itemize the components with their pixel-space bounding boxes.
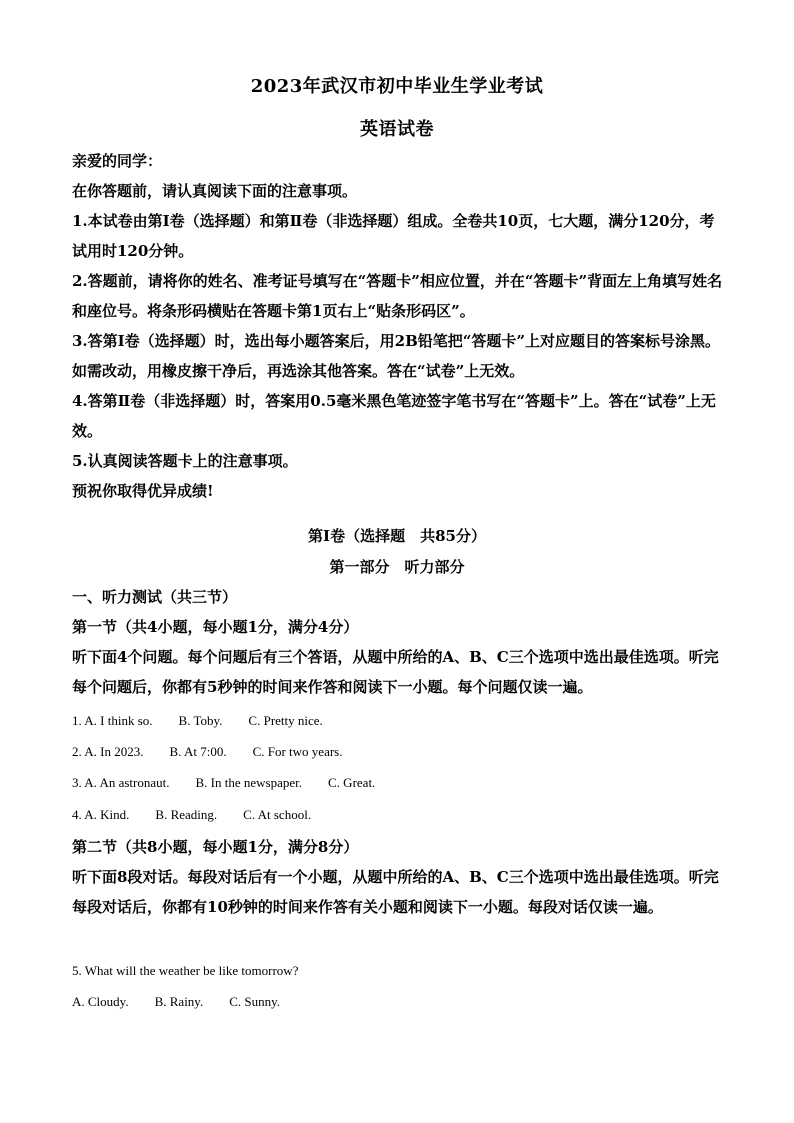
notice-item-5: 5.认真阅读答题卡上的注意事项。 — [72, 452, 298, 470]
notice-item-4: 4.答第Ⅱ卷（非选择题）时，答案用0.5毫米黑色笔迹签字笔书写在“答题卡”上。答在“试卷”上无效。 — [72, 392, 716, 440]
option-a: A. Cloudy. — [72, 994, 129, 1009]
option-a: 4. A. Kind. — [72, 807, 130, 822]
option-a: 1. A. I think so. — [72, 713, 153, 728]
question-1 — [72, 713, 728, 729]
option-b: B. At 7:00. — [169, 744, 227, 759]
notice-item-3: 3.答第Ⅰ卷（选择题）时，选出每小题答案后，用2B铅笔把“答题卡”上对应题目的答案标号涂黑。如需改动，用橡皮擦干净后，再选涂其他答案。答在“试卷”上无效。 — [72, 332, 721, 380]
option-c: C. Great. — [328, 775, 376, 790]
notice-section — [72, 146, 728, 506]
option-c: C. Pretty nice. — [248, 713, 323, 728]
question-2 — [72, 744, 728, 760]
notice-item-1: 1.本试卷由第Ⅰ卷（选择题）和第Ⅱ卷（非选择题）组成。全卷共10页，七大题，满分120分，考试用时120分钟。 — [72, 212, 715, 260]
option-a: 3. A. An astronaut. — [72, 775, 170, 790]
notice-greeting: 亲爱的同学： — [72, 152, 163, 170]
listening-section — [72, 582, 728, 702]
section2-instructions: 听下面8段对话。每段对话后有一个小题，从题中所给的A、B、C三个选项中选出最佳选项。听完每段对话后，你都有10秒钟的时间来作答有关小题和阅读下一小题。每段对话仅读一遍。 — [72, 868, 719, 916]
part1-heading: 第Ⅰ卷（选择题 共85分） — [308, 527, 486, 545]
question-3 — [72, 775, 728, 791]
exam-title: 2023年武汉市初中毕业生学业考试 — [250, 76, 544, 97]
section1-instructions: 听下面4个问题。每个问题后有三个答语，从题中所给的A、B、C三个选项中选出最佳选项。听完每个问题后，你都有5秒钟的时间来作答和阅读下一小题。每个问题仅读一遍。 — [72, 648, 719, 696]
exam-subtitle: 英语试卷 — [360, 119, 434, 140]
option-c: C. For two years. — [252, 744, 343, 759]
section1-title: 第一节（共4小题，每小题1分，满分4分） — [72, 618, 359, 636]
section2-title: 第二节（共8小题，每小题1分，满分8分） — [72, 838, 359, 856]
listening-title: 一、听力测试（共三节） — [72, 588, 238, 606]
option-b: B. Toby. — [178, 713, 223, 728]
part1-subheading: 第一部分 听力部分 — [329, 558, 465, 576]
question-5-options — [72, 994, 728, 1010]
option-b: B. Reading. — [155, 807, 218, 822]
option-c: C. At school. — [243, 807, 312, 822]
option-a: 2. A. In 2023. — [72, 744, 144, 759]
question-4 — [72, 807, 728, 823]
question-5-stem: 5. What will the weather be like tomorrow? — [72, 963, 299, 978]
section2 — [72, 832, 728, 922]
notice-closing: 预祝你取得优异成绩! — [72, 482, 214, 500]
notice-intro: 在你答题前，请认真阅读下面的注意事项。 — [72, 182, 358, 200]
notice-item-2: 2.答题前，请将你的姓名、准考证号填写在“答题卡”相应位置，并在“答题卡”背面左上角填写姓名和座位号。将条形码横贴在答题卡第1页右上“贴条形码区”。 — [72, 272, 723, 320]
option-b: B. In the newspaper. — [195, 775, 303, 790]
option-c: C. Sunny. — [229, 994, 281, 1009]
option-b: B. Rainy. — [154, 994, 204, 1009]
